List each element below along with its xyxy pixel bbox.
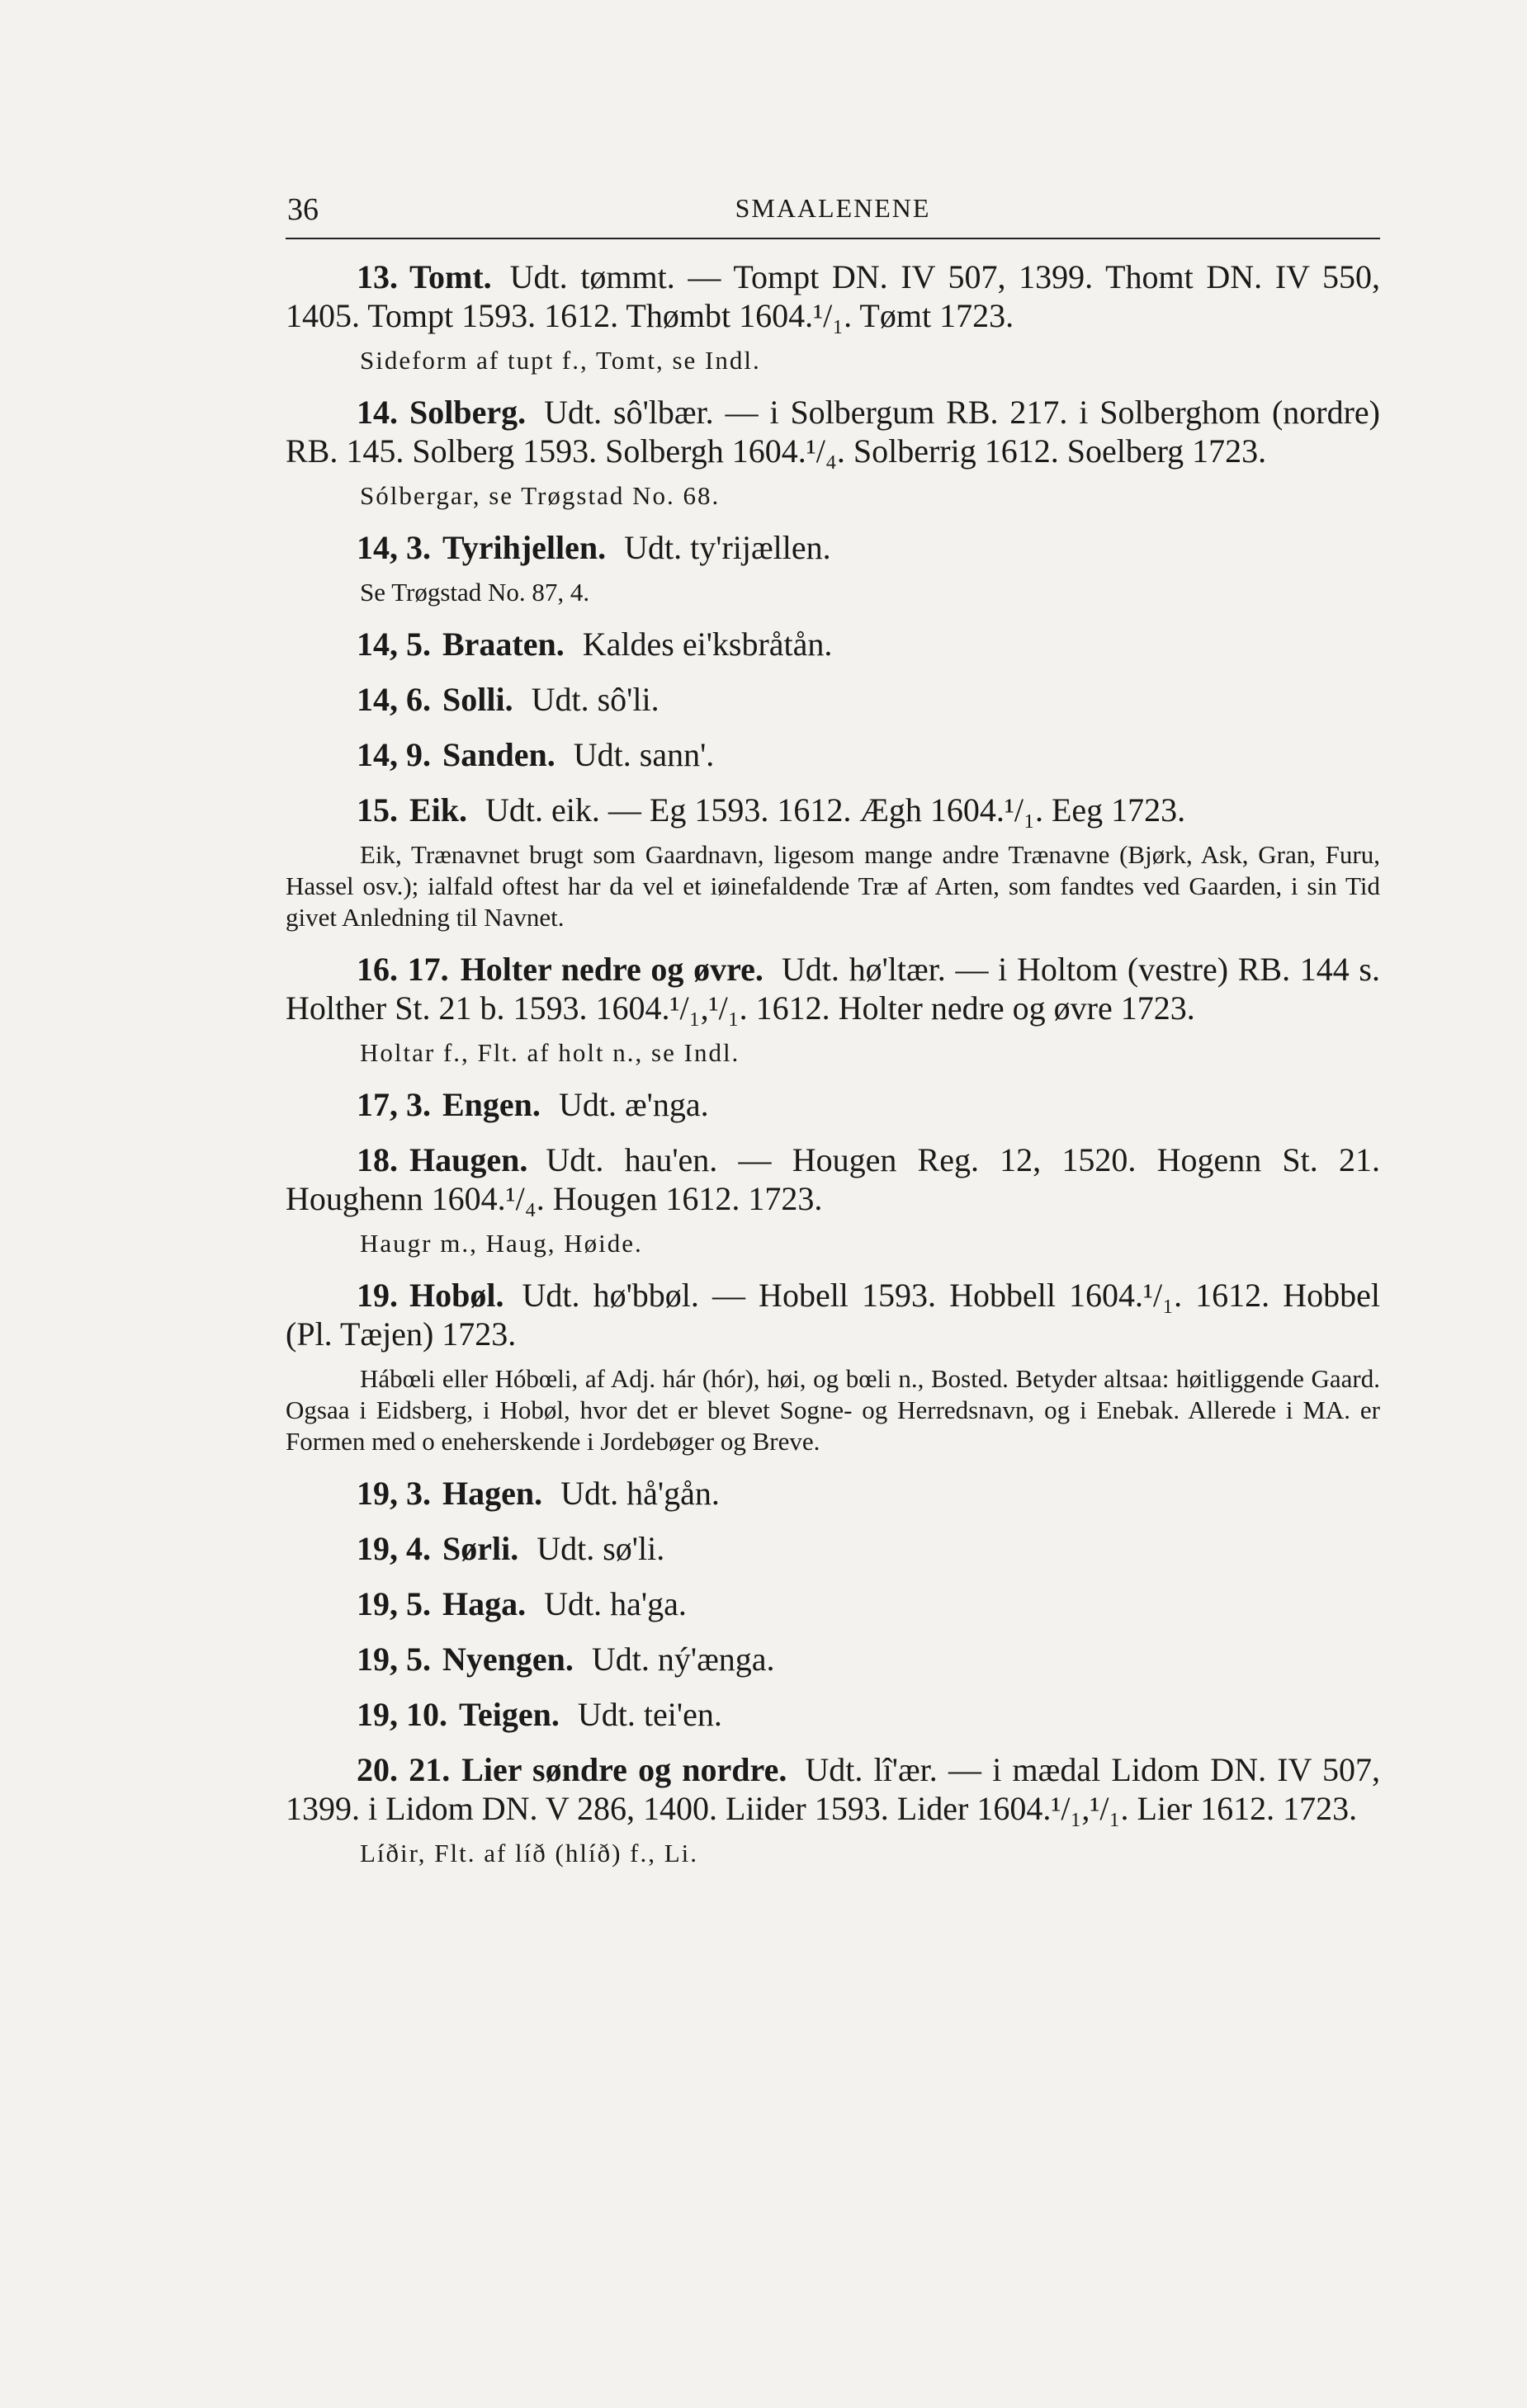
- entry-name: Teigen.: [459, 1696, 560, 1733]
- entries-list: [286, 257, 1380, 1869]
- entry-name: Holter nedre og øvre.: [460, 951, 764, 988]
- entry-19-4: [286, 1529, 1380, 1568]
- entry-number: 19, 5.: [357, 1641, 431, 1678]
- entry-text: Udt. hau'en. — Hougen Reg. 12, 1520. Hogenn St. 21. Houghenn 1604.¹/₄. Hougen 1612. 1723.: [286, 1141, 1380, 1217]
- entry-text: Udt. ty'rijællen.: [624, 529, 831, 566]
- entry-number: 14.: [357, 394, 398, 431]
- entry-19-3: [286, 1474, 1380, 1513]
- entry-name: Hagen.: [442, 1475, 543, 1512]
- entry-name: Lier søndre og nordre.: [461, 1751, 787, 1788]
- entry-number: 14, 9.: [357, 736, 431, 773]
- entry-note: Sideform af tupt f., Tomt, se Indl.: [360, 346, 761, 375]
- entry-text: Udt. sann'.: [573, 736, 715, 773]
- entry-note: Sólbergar, se Trøgstad No. 68.: [360, 481, 721, 510]
- entry-note: Hábœli eller Hóbœli, af Adj. hár (hór), høi, og bœli n., Bosted. Betyder altsaa: høitliggende Gaard. Ogsaa i Eidsberg, i Hobøl, hvor det er blevet Sogne- og Herredsnavn, og i Enebak. Allerede i MA. er Formen med o eneherskende i Jordebøger og Breve.: [286, 1364, 1380, 1456]
- entry-text: Udt. ný'ænga.: [591, 1641, 775, 1678]
- entry-note: Se Trøgstad No. 87, 4.: [360, 578, 590, 607]
- entry-text: Udt. æ'nga.: [558, 1086, 709, 1123]
- entry-number: 18.: [357, 1141, 398, 1178]
- entry-14-6: [286, 680, 1380, 719]
- running-title: SMAALENENE: [735, 193, 931, 223]
- entry-number: 14, 5.: [357, 626, 431, 663]
- entry-name: Sørli.: [442, 1530, 519, 1567]
- entry-14-5: [286, 625, 1380, 663]
- entry-name: Solli.: [442, 681, 513, 718]
- entry-14-9: [286, 735, 1380, 774]
- entry-14-3: [286, 528, 1380, 567]
- entry-text: Udt. eik. — Eg 1593. 1612. Ægh 1604.¹/₁. Eeg 1723.: [485, 791, 1186, 829]
- entry-text: Udt. sô'lbær. — i Solbergum RB. 217. i Solberghom (nordre) RB. 145. Solberg 1593. Solbergh 1604.¹/₄. Solberrig 1612. Soelberg 1723.: [286, 394, 1380, 470]
- entry-name: Engen.: [442, 1086, 541, 1123]
- entry-number: 14, 6.: [357, 681, 431, 718]
- entry-19-5b: [286, 1640, 1380, 1679]
- entry-text: Udt. tei'en.: [577, 1696, 722, 1733]
- entry-name: Nyengen.: [442, 1641, 574, 1678]
- entry-name: Braaten.: [442, 626, 565, 663]
- entry-name: Eik.: [409, 791, 468, 829]
- entry-name: Sanden.: [442, 736, 555, 773]
- entry-number: 19, 10.: [357, 1696, 447, 1733]
- entry-19: [286, 1276, 1380, 1353]
- entry-note: Líðir, Flt. af líð (hlíð) f., Li.: [360, 1839, 699, 1867]
- entry-17-3: [286, 1085, 1380, 1124]
- entry-name: Hobøl.: [409, 1277, 504, 1314]
- entry-note: Haugr m., Haug, Høide.: [360, 1229, 643, 1258]
- entry-number: 14, 3.: [357, 529, 431, 566]
- entry-name: Tyrihjellen.: [442, 529, 607, 566]
- entry-note: Eik, Trænavnet brugt som Gaardnavn, ligesom mange andre Trænavne (Bjørk, Ask, Gran, Furu, Hassel osv.); ialfald oftest har da vel et iøinefaldende Træ af Arten, som fandtes ved Gaarden, i sin Tid givet Anledning til Navnet.: [286, 840, 1380, 932]
- entry-number: 19.: [357, 1277, 398, 1314]
- entry-15: [286, 791, 1380, 829]
- entry-text: Udt. hø'bbøl. — Hobell 1593. Hobbell 1604.¹/₁. 1612. Hobbel (Pl. Tæjen) 1723.: [286, 1277, 1380, 1353]
- entry-note: Holtar f., Flt. af holt n., se Indl.: [360, 1038, 740, 1067]
- entry-19-10: [286, 1695, 1380, 1734]
- entry-text: Udt. hå'gån.: [560, 1475, 720, 1512]
- entry-16-17: [286, 950, 1380, 1027]
- entry-name: Tomt.: [409, 258, 492, 295]
- entry-number: 16. 17.: [357, 951, 449, 988]
- entry-19-5a: [286, 1584, 1380, 1623]
- entry-20-21: [286, 1750, 1380, 1828]
- entry-name: Solberg.: [409, 394, 527, 431]
- entry-18: [286, 1140, 1380, 1218]
- entry-text: Udt. sô'li.: [531, 681, 659, 718]
- entry-number: 17, 3.: [357, 1086, 431, 1123]
- entry-name: Haga.: [442, 1585, 527, 1622]
- entry-14: [286, 393, 1380, 470]
- entry-text: Udt. tømmt. — Tompt DN. IV 507, 1399. Thomt DN. IV 550, 1405. Tompt 1593. 1612. Thømbt 1604.¹/₁. Tømt 1723.: [286, 258, 1380, 334]
- page-header: [286, 188, 1380, 239]
- entry-text: Udt. lî'ær. — i mædal Lidom DN. IV 507, 1399. i Lidom DN. V 286, 1400. Liider 1593. Lider 1604.¹/₁,¹/₁. Lier 1612. 1723.: [286, 1751, 1380, 1827]
- entry-number: 13.: [357, 258, 398, 295]
- entry-number: 19, 5.: [357, 1585, 431, 1622]
- entry-text: Udt. hø'ltær. — i Holtom (vestre) RB. 144 s. Holther St. 21 b. 1593. 1604.¹/₁,¹/₁. 1612. Holter nedre og øvre 1723.: [286, 951, 1380, 1027]
- entry-text: Udt. sø'li.: [537, 1530, 665, 1567]
- entry-number: 15.: [357, 791, 398, 829]
- entry-number: 19, 4.: [357, 1530, 431, 1567]
- entry-number: 19, 3.: [357, 1475, 431, 1512]
- entry-text: Udt. ha'ga.: [544, 1585, 687, 1622]
- entry-name: Haugen.: [409, 1141, 528, 1178]
- page-number: 36: [287, 192, 319, 227]
- entry-number: 20. 21.: [357, 1751, 451, 1788]
- entry-text: Kaldes ei'ksbråtån.: [582, 626, 833, 663]
- entry-13: [286, 257, 1380, 335]
- text-column: [286, 188, 1380, 1869]
